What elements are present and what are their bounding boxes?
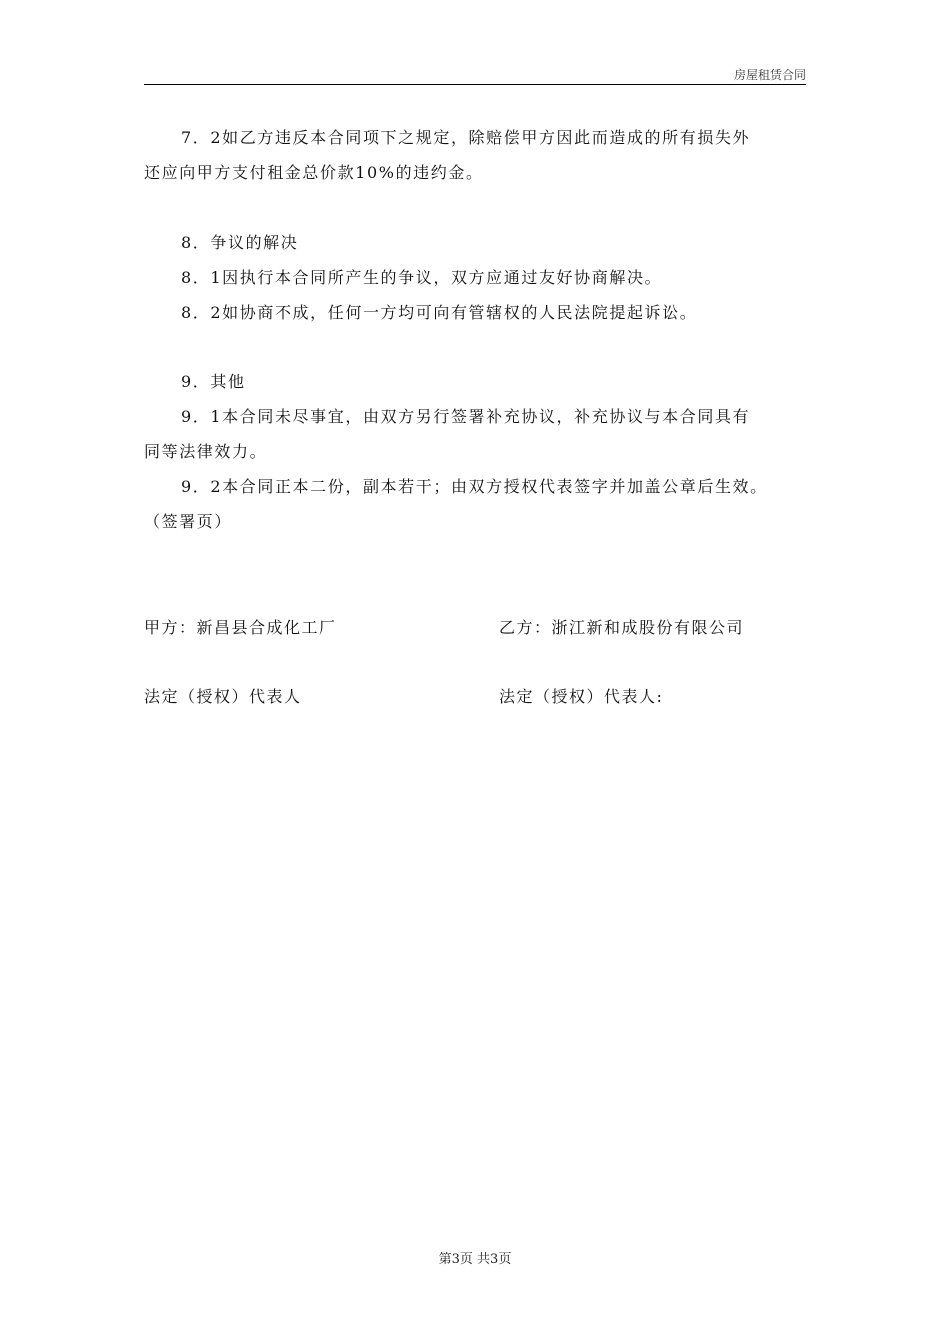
page-header <box>144 64 806 85</box>
clause-9-1-line-1: 9．1本合同未尽事宜，由双方另行签署补充协议，补充协议与本合同具有 <box>181 407 751 426</box>
clause-7-2-line-2: 还应向甲方支付租金总价款10%的违约金。 <box>144 163 484 182</box>
party-a-name: 甲方：新昌县合成化工厂 <box>144 618 337 637</box>
clause-7-2-line-1: 7．2如乙方违反本合同项下之规定，除赔偿甲方因此而造成的所有损失外 <box>181 128 751 147</box>
clause-8-2: 8．2如协商不成，任何一方均可向有管辖权的人民法院提起诉讼。 <box>181 303 698 322</box>
header-title: 房屋租赁合同 <box>733 68 806 82</box>
sign-page-note: （签署页） <box>144 512 233 531</box>
clause-8-1: 8．1因执行本合同所产生的争议，双方应通过友好协商解决。 <box>181 268 663 287</box>
party-b-name: 乙方：浙江新和成股份有限公司 <box>499 618 745 637</box>
clause-9-2: 9．2本合同正本二份，副本若干；由双方授权代表签字并加盖公章后生效。 <box>181 477 768 496</box>
page-number: 第3页 共3页 <box>438 1252 512 1267</box>
section-8-title: 8．争议的解决 <box>181 233 299 252</box>
clause-9-1-line-2: 同等法律效力。 <box>144 442 268 461</box>
party-a-representative: 法定（授权）代表人 <box>144 687 302 706</box>
party-b-representative: 法定（授权）代表人: <box>499 687 664 706</box>
section-9-title: 9．其他 <box>181 372 246 391</box>
